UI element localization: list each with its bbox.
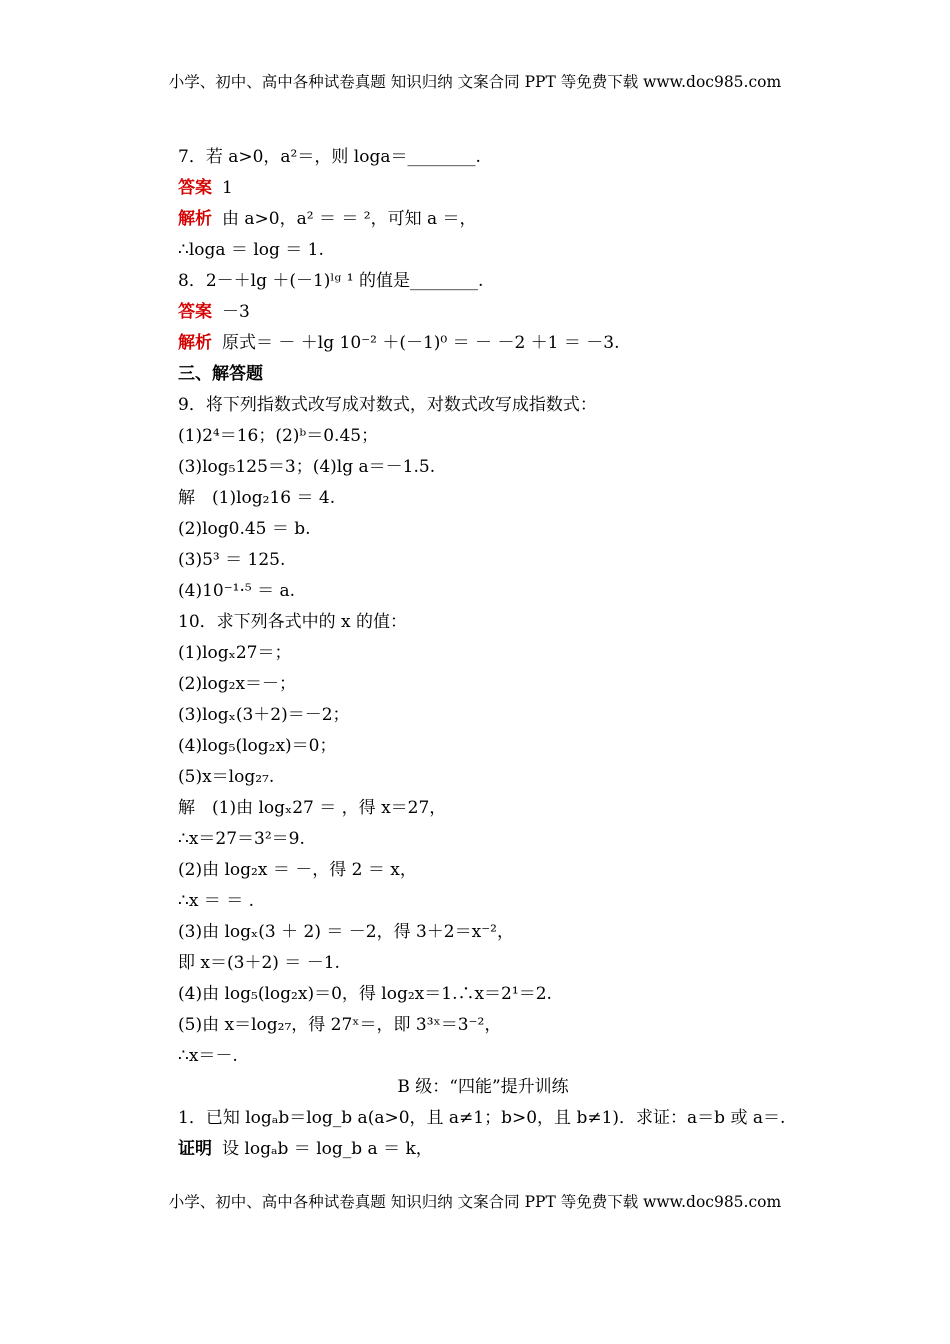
text: ∴x＝－. <box>178 1046 238 1066</box>
text: 三、解答题 <box>178 364 263 384</box>
analysis-label: 解析 <box>178 209 212 229</box>
text: (4)由 log₅(log₂x)＝0，得 log₂x＝1.∴x＝2¹＝2. <box>178 984 552 1004</box>
document-body <box>178 142 788 1165</box>
q10-solution-4 <box>178 979 788 1010</box>
q7-line <box>178 142 788 173</box>
text: －3 <box>222 302 250 322</box>
answer-label: 答案 <box>178 302 212 322</box>
q10-part3 <box>178 700 788 731</box>
text: 1 <box>222 178 233 198</box>
text: 由 a>0，a² ＝ ＝ ²，可知 a ＝， <box>222 209 477 229</box>
text: (1)logₓ27＝； <box>178 643 292 663</box>
q10-solution-3b <box>178 948 788 979</box>
q10-solution-2 <box>178 855 788 886</box>
text: (5)x＝log₂₇. <box>178 767 275 787</box>
text: (1)2⁴＝16；(2)ᵇ＝0.45； <box>178 426 379 446</box>
answer-label: 答案 <box>178 178 212 198</box>
q10-part1 <box>178 638 788 669</box>
text: ∴x＝27＝3²＝9. <box>178 829 305 849</box>
text: (2)由 log₂x ＝ －，得 2 ＝ x， <box>178 860 417 880</box>
text: 7．若 a>0，a²＝，则 loga＝________. <box>178 147 481 167</box>
text: (3)log₅125＝3；(4)lg a＝－1.5. <box>178 457 436 477</box>
q9-line <box>178 390 788 421</box>
text: (4)log₅(log₂x)＝0； <box>178 736 337 756</box>
q10-solution-5 <box>178 1010 788 1041</box>
q7-answer <box>178 173 788 204</box>
text: 设 logₐb ＝ log_b a ＝ k， <box>222 1139 433 1159</box>
text: (3)由 logₓ(3 ＋ 2) ＝ －2，得 3＋2＝x⁻²， <box>178 922 514 942</box>
q8-analysis <box>178 328 788 359</box>
text: B 级：“四能”提升训练 <box>397 1077 569 1097</box>
section-heading <box>178 359 788 390</box>
q9-solution-1 <box>178 483 788 514</box>
text: 1．已知 logₐb＝log_b a(a>0，且 a≠1；b>0，且 b≠1)．求证：a＝b 或 a＝. <box>178 1108 786 1128</box>
text: 8．2－＋lg ＋(－1)ˡᵍ ¹ 的值是________. <box>178 271 484 291</box>
q10-part5 <box>178 762 788 793</box>
q10-part2 <box>178 669 788 700</box>
q7-analysis-cont <box>178 235 788 266</box>
q10-solution-1b <box>178 824 788 855</box>
b1-proof <box>178 1134 788 1165</box>
text: ∴x ＝ ＝ . <box>178 891 255 911</box>
b1-line <box>178 1103 788 1134</box>
q9-part2 <box>178 452 788 483</box>
text: (5)由 x＝log₂₇，得 27ˣ＝，即 3³ˣ＝3⁻²， <box>178 1015 502 1035</box>
q8-answer <box>178 297 788 328</box>
proof-label: 证明 <box>178 1139 212 1159</box>
text: (2)log₂x＝－； <box>178 674 297 694</box>
text: (3)logₓ(3＋2)＝－2； <box>178 705 350 725</box>
q10-solution-5b <box>178 1041 788 1072</box>
q9-solution-3 <box>178 545 788 576</box>
q10-part4 <box>178 731 788 762</box>
text: 即 x＝(3＋2) ＝ －1. <box>178 953 340 973</box>
text: 10．求下列各式中的 x 的值： <box>178 612 408 632</box>
analysis-label: 解析 <box>178 333 212 353</box>
text: (4)10⁻¹·⁵ ＝ a. <box>178 581 296 601</box>
q10-solution-2b <box>178 886 788 917</box>
text: ∴loga ＝ log ＝ 1. <box>178 240 324 260</box>
text: 原式＝ － ＋lg 10⁻² ＋(－1)⁰ ＝ － －2 ＋1 ＝ －3. <box>222 333 620 353</box>
text: (2)log0.45 ＝ b. <box>178 519 311 539</box>
q10-solution-1 <box>178 793 788 824</box>
page-header: 小学、初中、高中各种试卷真题 知识归纳 文案合同 PPT 等免费下载 www.doc985.com <box>168 73 782 91</box>
q9-part1 <box>178 421 788 452</box>
q9-solution-2 <box>178 514 788 545</box>
text: (3)5³ ＝ 125. <box>178 550 286 570</box>
level-b-heading <box>178 1072 788 1103</box>
q10-line <box>178 607 788 638</box>
q8-line <box>178 266 788 297</box>
page-footer: 小学、初中、高中各种试卷真题 知识归纳 文案合同 PPT 等免费下载 www.doc985.com <box>168 1193 782 1211</box>
text: 解 (1)log₂16 ＝ 4. <box>178 488 336 508</box>
text: 解 (1)由 logₓ27 ＝ ，得 x＝27， <box>178 798 447 818</box>
text: 9．将下列指数式改写成对数式，对数式改写成指数式： <box>178 395 597 415</box>
q7-analysis <box>178 204 788 235</box>
q9-solution-4 <box>178 576 788 607</box>
q10-solution-3 <box>178 917 788 948</box>
